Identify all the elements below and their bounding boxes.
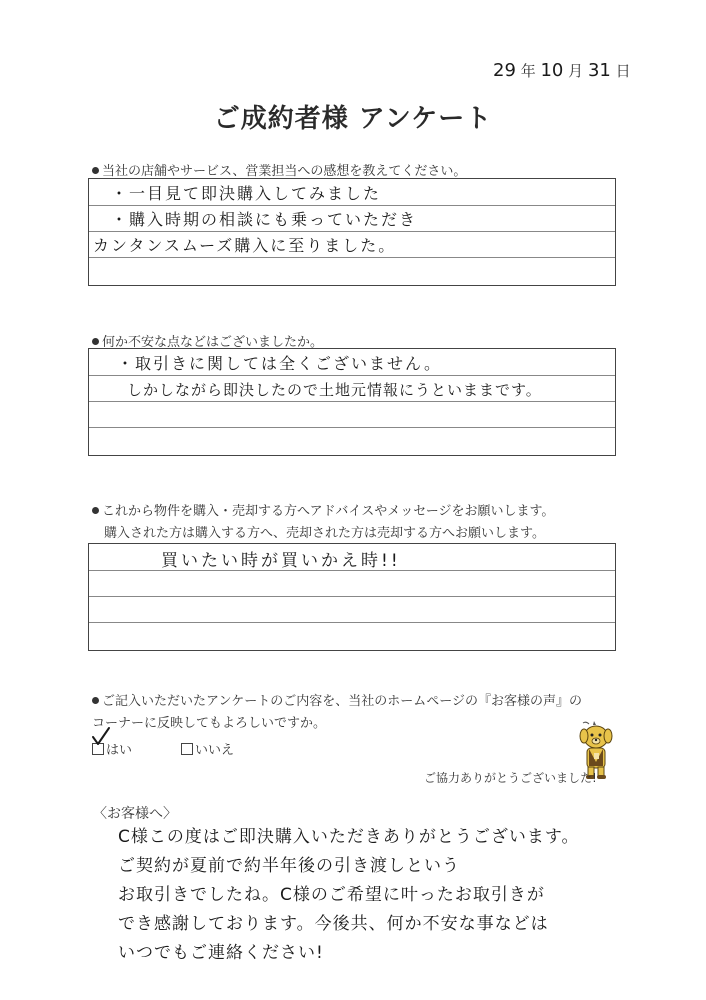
answer-1-line-2: ・購入時期の相談にも乗っていただき [111, 210, 418, 229]
question-4-text-2: コーナーに反映してもよろしいですか。 [92, 716, 327, 731]
question-3-text: これから物件を購入・売却する方へアドバイスやメッセージをお願いします。 [102, 504, 555, 519]
question-2-text: 何か不安な点などはございましたか。 [102, 335, 324, 350]
answer-box-3[interactable] [88, 543, 616, 651]
date-month-unit: 月 [568, 62, 584, 80]
question-1-text: 当社の店舗やサービス、営業担当への感想を教えてください。 [102, 164, 467, 179]
question-4-text-1: ご記入いただいたアンケートのご内容を、当社のホームページの『お客様の声』の [102, 694, 582, 709]
answer-1-line-1: ・一目見て即決購入してみました [111, 184, 382, 203]
bullet-icon [92, 167, 99, 174]
letter-line-5: いつでもご連絡ください! [118, 943, 324, 963]
rule-line [89, 231, 615, 232]
question-4 [92, 690, 582, 709]
answer-2-line-1: ・取引きに関しては全くございません。 [117, 354, 442, 373]
rule-line [89, 596, 615, 597]
date-month-value: 10 [540, 60, 564, 81]
letter-line-4: でき感謝しております。今後共、何か不安な事などは [118, 914, 549, 934]
rule-line [89, 257, 615, 258]
answer-2-line-2: しかしながら即決したので土地元情報にうといままです。 [127, 381, 542, 399]
bullet-icon [92, 338, 99, 345]
no-label: いいえ [195, 743, 235, 758]
option-no[interactable] [181, 739, 234, 758]
no-checkbox[interactable] [181, 743, 193, 755]
checkmark-icon [90, 726, 112, 748]
date-year-unit: 年 [520, 62, 536, 80]
letter-line-1: C様この度はご即決購入いただきありがとうございます。 [118, 827, 580, 847]
yes-label: はい [106, 743, 133, 758]
letter-line-2: ご契約が夏前で約半年後の引き渡しという [118, 856, 460, 876]
date-day-value: 31 [587, 60, 611, 81]
question-1 [92, 160, 466, 179]
bullet-icon [92, 507, 99, 514]
rule-line [89, 205, 615, 206]
question-3 [92, 500, 554, 519]
date-year-value: 29 [493, 60, 516, 81]
letter-line-3: お取引きでしたね。C様のご希望に叶ったお取引きが [118, 885, 545, 905]
rule-line [89, 401, 615, 402]
bullet-icon [92, 697, 99, 704]
rule-line [89, 427, 615, 428]
letter-heading: 〈お客様へ〉 [93, 806, 177, 822]
answer-3-line-1: 買いたい時が買いかえ時!! [161, 551, 401, 571]
rule-line [89, 622, 615, 623]
date-line [493, 60, 631, 81]
question-3-note: 購入された方は購入する方へ、売却された方は売却する方へお願いします。 [104, 526, 545, 541]
answer-box-2[interactable] [88, 348, 616, 456]
date-day-unit: 日 [615, 62, 631, 80]
page-title: ご成約者様 アンケート [213, 104, 493, 134]
rule-line [89, 375, 615, 376]
answer-box-1[interactable] [88, 178, 616, 286]
answer-1-line-3: カンタンスムーズ購入に至りました。 [93, 236, 397, 255]
thanks-message: ご協力ありがとうございました! [424, 771, 597, 785]
